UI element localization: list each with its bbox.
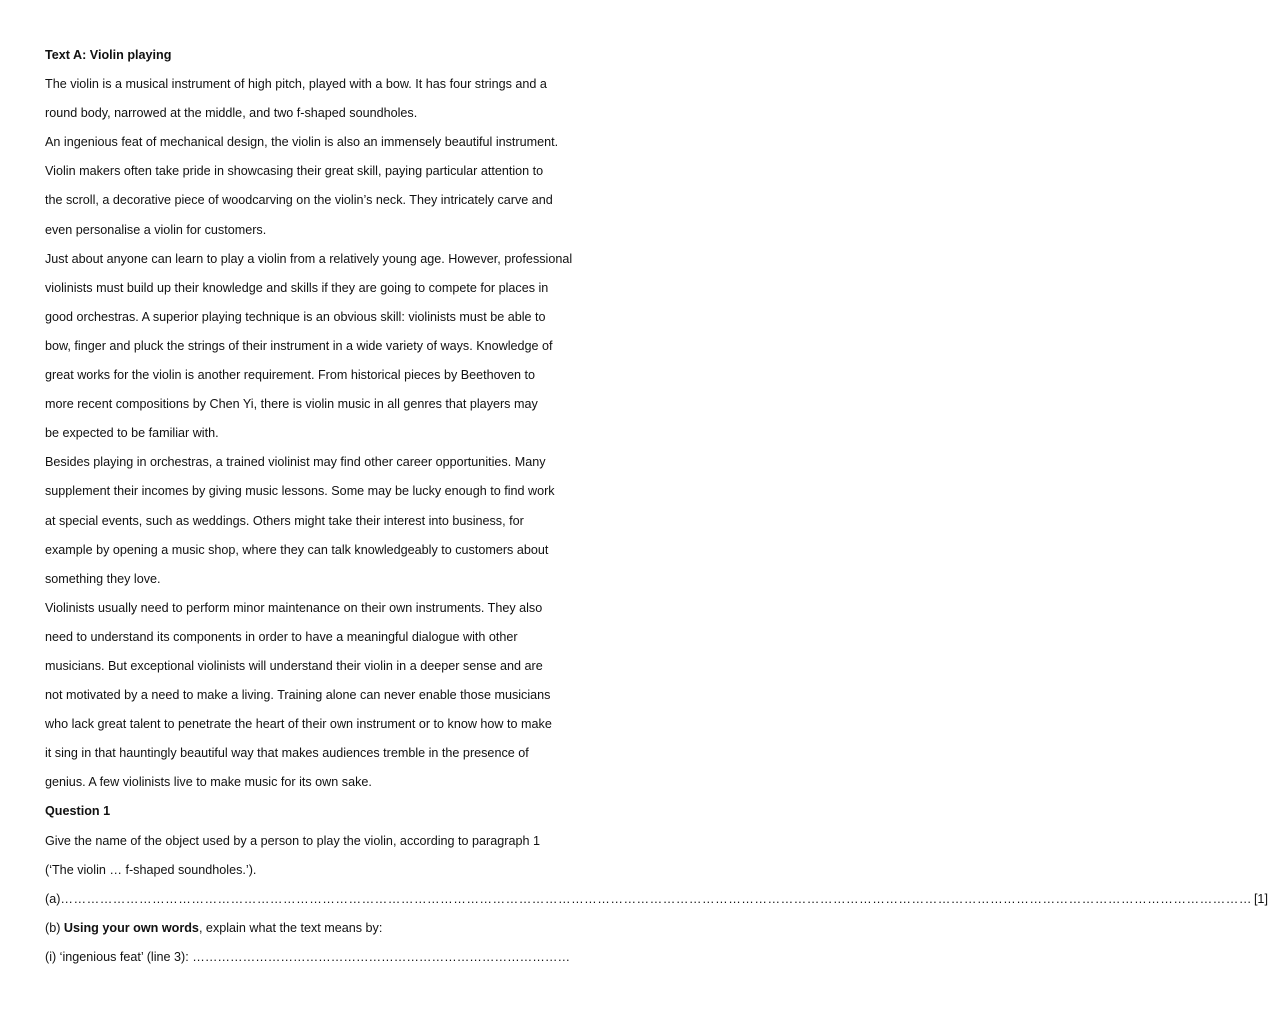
passage-line: at special events, such as weddings. Others might take their interest into business, for <box>45 513 524 528</box>
passage-body <box>45 70 725 797</box>
passage-line: be expected to be familiar with. <box>45 426 219 441</box>
passage-line: An ingenious feat of mechanical design, the violin is also an immensely beautiful instrument. <box>45 135 559 150</box>
question-section <box>45 797 1268 972</box>
passage-line: musicians. But exceptional violinists will understand their violin in a deeper sense and are <box>45 658 543 673</box>
passage-line: Besides playing in orchestras, a trained violinist may find other career opportunities. Many <box>45 455 546 470</box>
part-bi-answer-line[interactable]: (i) ‘ingenious feat’ (line 3): ……………………………………………………………………………… <box>45 949 571 964</box>
passage-line: example by opening a music shop, where they can talk knowledgeably to customers about <box>45 542 549 557</box>
question-prompt-reference: (‘The violin … f-shaped soundholes.’). <box>45 862 257 877</box>
answer-line-a[interactable] <box>45 885 1268 914</box>
passage-line: even personalise a violin for customers. <box>45 222 267 237</box>
passage-line: The violin is a musical instrument of high pitch, played with a bow. It has four strings and a <box>45 77 547 92</box>
part-a-label: (a) <box>45 891 61 906</box>
part-a-marks: [1] <box>1253 891 1268 906</box>
passage-line: more recent compositions by Chen Yi, there is violin music in all genres that players may <box>45 397 538 412</box>
passage-line: it sing in that hauntingly beautiful way that makes audiences tremble in the presence of <box>45 746 529 761</box>
passage-line: violinists must build up their knowledge and skills if they are going to compete for places in <box>45 280 549 295</box>
part-b-emphasis: Using your own words <box>63 920 199 935</box>
passage-line: good orchestras. A superior playing technique is an obvious skill: violinists must be able to <box>45 309 546 324</box>
passage-line: Just about anyone can learn to play a violin from a relatively young age. However, professional <box>45 251 573 266</box>
question-heading: Question 1 <box>45 804 111 819</box>
text-title: Text A: Violin playing <box>45 48 172 62</box>
passage-line: Violinists usually need to perform minor maintenance on their own instruments. They also <box>45 600 543 615</box>
passage-line: something they love. <box>45 571 161 586</box>
question-prompt: Give the name of the object used by a person to play the violin, according to paragraph 1 <box>45 833 540 848</box>
part-b-instruction <box>45 914 725 943</box>
passage-line: great works for the violin is another requirement. From historical pieces by Beethoven to <box>45 368 535 383</box>
passage-line: who lack great talent to penetrate the heart of their own instrument or to know how to make <box>45 717 552 732</box>
part-b-rest: , explain what the text means by: <box>198 920 383 935</box>
passage-line: round body, narrowed at the middle, and two f-shaped soundholes. <box>45 106 418 121</box>
part-b-label: (b) <box>45 920 64 935</box>
passage-line: not motivated by a need to make a living. Training alone can never enable those musicians <box>45 688 551 703</box>
passage-line: the scroll, a decorative piece of woodcarving on the violin’s neck. They intricately carve and <box>45 193 553 208</box>
part-a-dotted-line: ………………………………………………………………………………………………………………………………………………………………………………………………………………………………………………… <box>60 891 1252 906</box>
document-page <box>45 41 1268 972</box>
passage-line: need to understand its components in order to have a meaningful dialogue with other <box>45 629 518 644</box>
passage-line: Violin makers often take pride in showcasing their great skill, paying particular attention to <box>45 164 544 179</box>
passage-line: bow, finger and pluck the strings of their instrument in a wide variety of ways. Knowledge of <box>45 338 553 353</box>
passage-line: supplement their incomes by giving music lessons. Some may be lucky enough to find work <box>45 484 555 499</box>
passage-line: genius. A few violinists live to make music for its own sake. <box>45 775 372 790</box>
